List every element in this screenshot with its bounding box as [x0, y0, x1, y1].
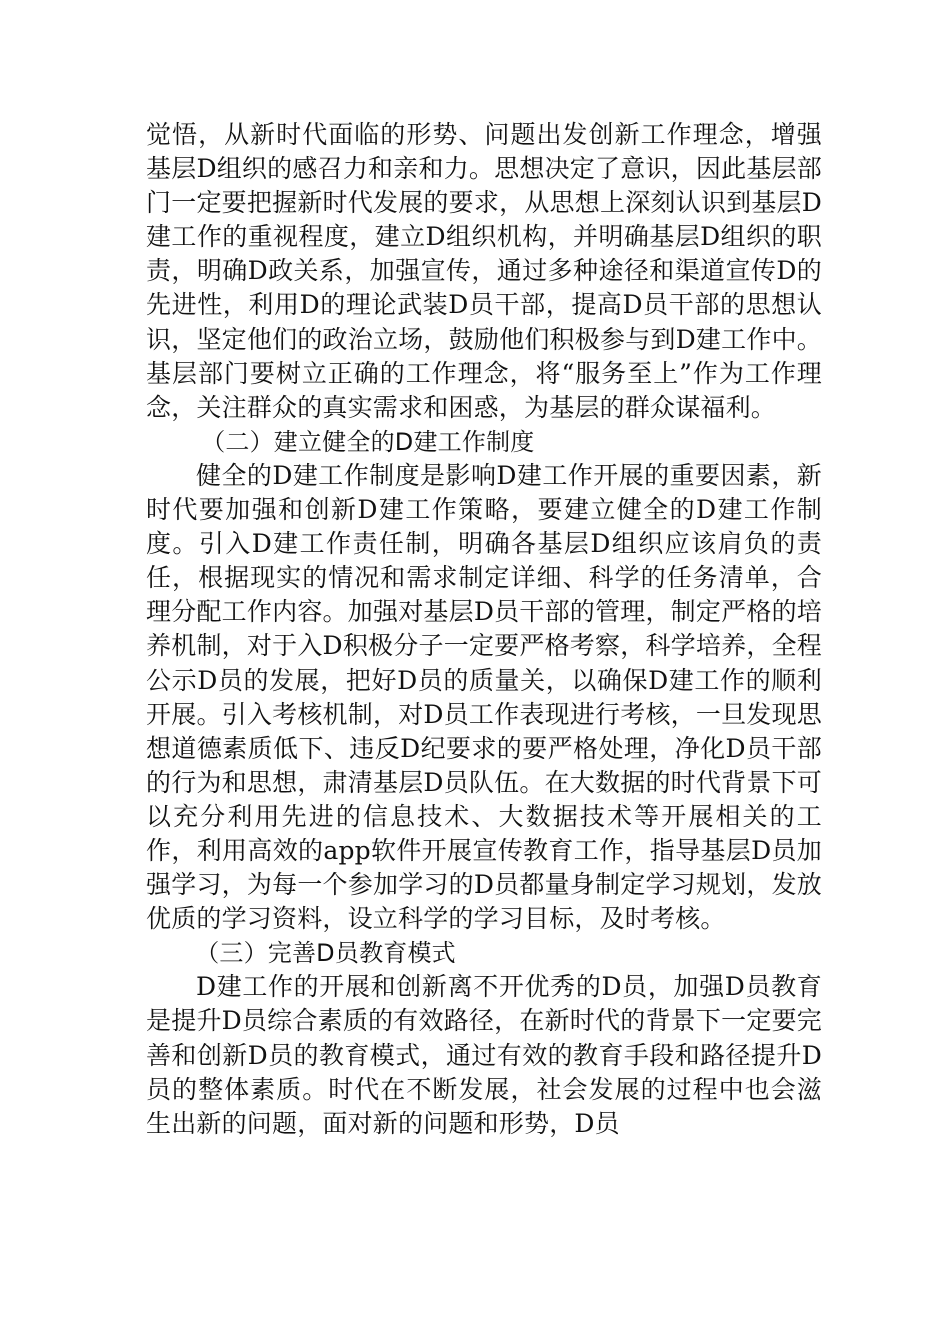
document-page — [146, 118, 822, 1141]
section-heading-3: （三）完善D员教育模式 — [195, 939, 456, 968]
body-paragraph-3: D建工作的开展和创新离不开优秀的D员，加强D员教育是提升D员综合素质的有效路径，在新时代的背景下一定要完善和创新D员的教育模式，通过有效的教育手段和路径提升D员的整体素质。时代在不断发展，社会发展的过程中也会滋生出新的问题，面对新的问题和形势，D员 — [146, 972, 822, 1138]
body-paragraph-2: 健全的D建工作制度是影响D建工作开展的重要因素，新时代要加强和创新D建工作策略，要建立健全的D建工作制度。引入D建工作责任制，明确各基层D组织应该肩负的责任，根据现实的情况和需求制定详细、科学的任务清单，合理分配工作内容。加强对基层D员干部的管理，制定严格的培养机制，对于入D积极分子一定要严格考察，科学培养，全程公示D员的发展，把好D员的质量关，以确保D建工作的顺利开展。引入考核机制，对D员工作表现进行考核，一旦发现思想道德素质低下、违反D纪要求的要严格处理，净化D员干部的行为和思想，肃清基层D员队伍。在大数据的时代背景下可以充分利用先进的信息技术、大数据技术等开展相关的工作，利用高效的app软件开展宣传教育工作，指导基层D员加强学习，为每一个参加学习的D员都量身制定学习规划，发放优质的学习资料，设立科学的学习目标，及时考核。 — [146, 460, 822, 934]
body-paragraph-1: 觉悟，从新时代面临的形势、问题出发创新工作理念，增强基层D组织的感召力和亲和力。思想决定了意识，因此基层部门一定要把握新时代发展的要求，从思想上深刻认识到基层D建工作的重视程度，建立D组织机构，并明确基层D组织的职责，明确D政关系，加强宣传，通过多种途径和渠道宣传D的先进性，利用D的理论武装D员干部，提高D员干部的思想认识，坚定他们的政治立场，鼓励他们积极参与到D建工作中。基层部门要树立正确的工作理念，将“服务至上”作为工作理念，关注群众的真实需求和困惑，为基层的群众谋福利。 — [146, 120, 822, 422]
section-heading-2: （二）建立健全的D建工作制度 — [201, 427, 535, 456]
